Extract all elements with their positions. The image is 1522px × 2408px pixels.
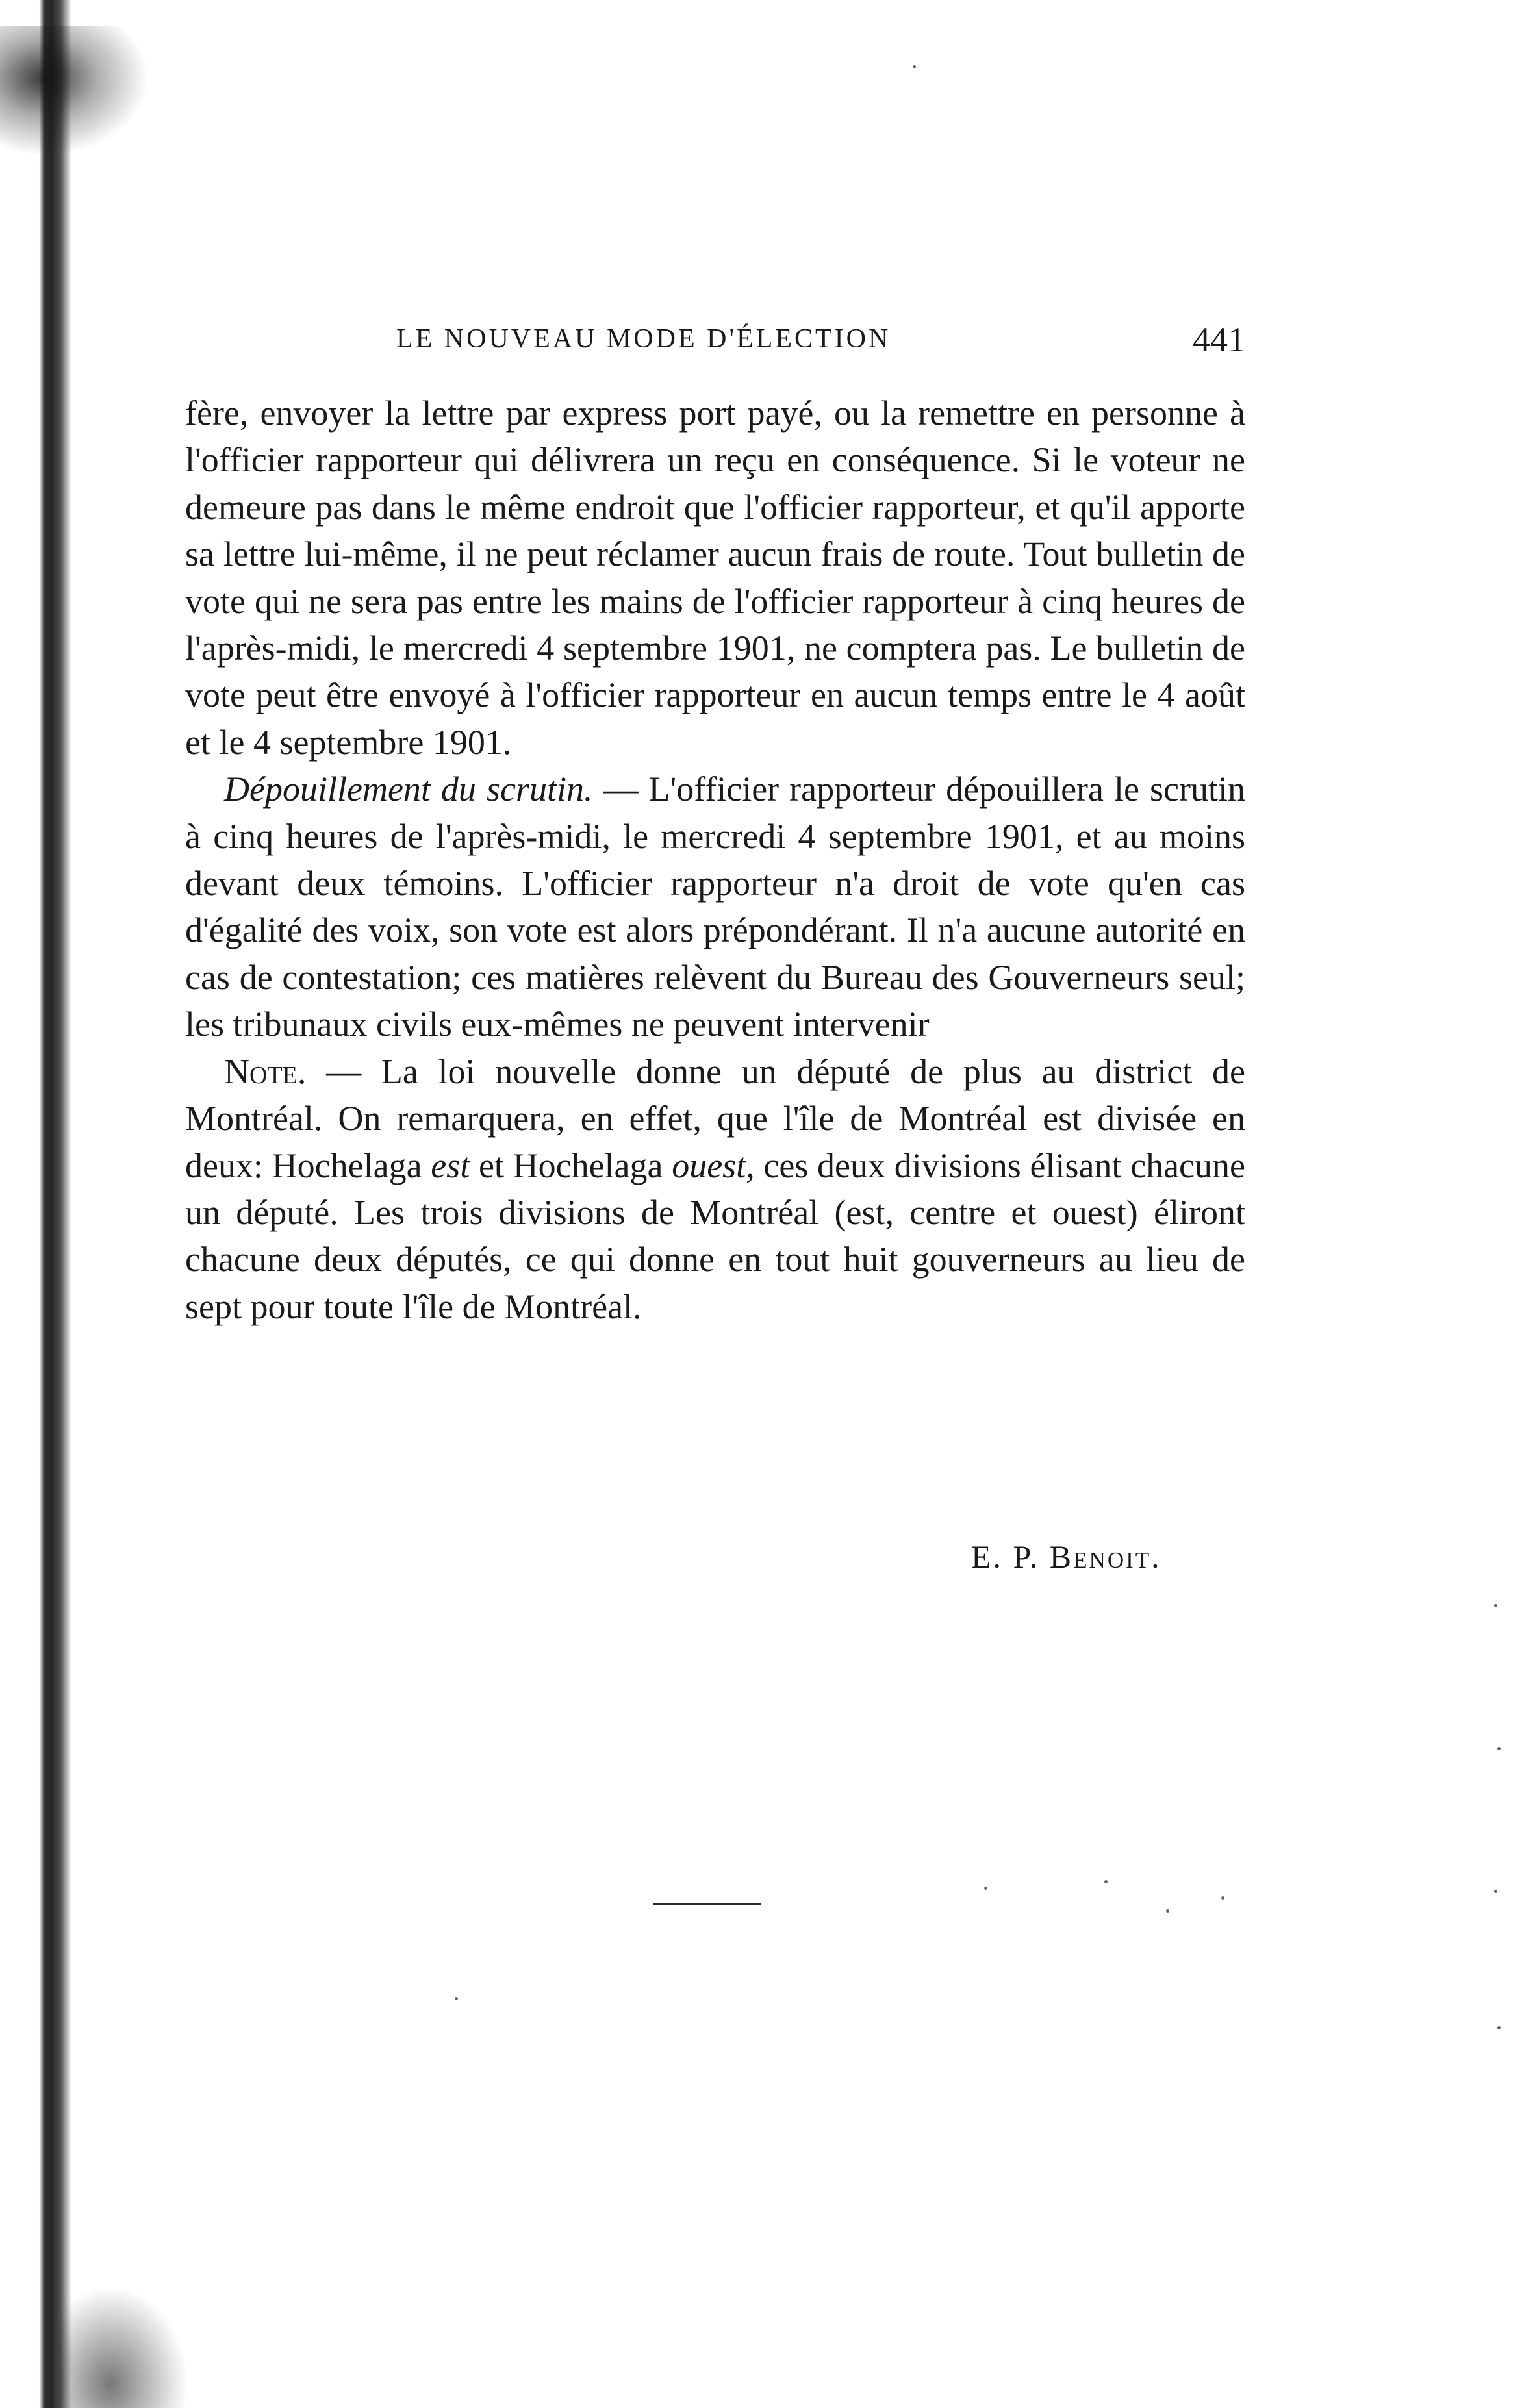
author-signature: E. P. Benoit. (971, 1538, 1161, 1575)
page-body (185, 390, 1245, 1330)
scan-speck (1497, 1747, 1501, 1750)
scan-speck (1221, 1896, 1224, 1900)
section-heading-depouillement: Dépouillement du scrutin. (224, 770, 593, 809)
scan-speck (1494, 1890, 1497, 1893)
paragraph-1: fère, envoyer la lettre par express port payé, ou la remettre en personne à l'officier rapporteur qui délivrera un reçu en conséquence. Si le voteur ne demeure pas dans le même endroit que l'officier rapporteur, et qu'il apporte sa lettre lui-même, il ne peut réclamer aucun frais de route. Tout bulletin de vote qui ne sera pas entre les mains de l'officier rapporteur à cinq heures de l'après-midi, le mercredi 4 septembre 1901, ne comptera pas. Le bulletin de vote peut être envoyé à l'officier rapporteur en aucun temps entre le 4 août et le 4 septembre 1901. (185, 394, 1245, 762)
scan-speck (1104, 1880, 1108, 1883)
book-spine-shadow (0, 0, 71, 2408)
scan-speck (913, 65, 916, 68)
paragraph-3 (185, 1048, 1245, 1330)
end-rule-divider (653, 1903, 761, 1905)
scan-speck (1494, 1604, 1497, 1607)
note-label: Note. (224, 1051, 307, 1091)
paragraph-3-text-c: ces deux divisions élisant chacune un député. Les trois divisions de Montréal (est, centre et ouest) éliront chacune deux députés, ce qui donne en tout huit gouverneurs au lieu de sept pour toute l'île de Montréal. (185, 1146, 1245, 1326)
scan-artifact-top (0, 26, 149, 156)
running-title: LE NOUVEAU MODE D'ÉLECTION (396, 324, 891, 354)
scan-artifact-bottom (58, 2286, 188, 2408)
scan-speck (1166, 1909, 1169, 1913)
paragraph-2-text: — L'officier rapporteur dépouillera le scrutin à cinq heures de l'après-midi, le mercredi 4 septembre 1901, et au moins devant deux témoins. L'officier rapporteur n'a droit de vote qu'en cas d'égalité des voix, son vote est alors prépondérant. Il n'a aucune autorité en cas de contestation; ces matières relèvent du Bureau des Gouverneurs seul; les tribunaux civils eux-mêmes ne peuvent intervenir (185, 770, 1245, 1044)
scan-speck (1497, 2026, 1501, 2029)
hochelaga-ouest-emphasis: ouest, (672, 1146, 755, 1185)
running-header (185, 320, 1245, 365)
scan-speck (984, 1887, 987, 1890)
paragraph-3-text-a: — La loi nouvelle donne un député de plus au district de Montréal. On remarquera, en effet, que l'île de Montréal est divisée en deux: Hochelaga (185, 1051, 1245, 1185)
scan-speck (455, 1997, 458, 2000)
paragraph-2 (185, 766, 1245, 1047)
paragraph-3-text-b: et Hochelaga (470, 1146, 672, 1185)
hochelaga-est-emphasis: est (431, 1146, 470, 1185)
page-number: 441 (1193, 320, 1245, 359)
